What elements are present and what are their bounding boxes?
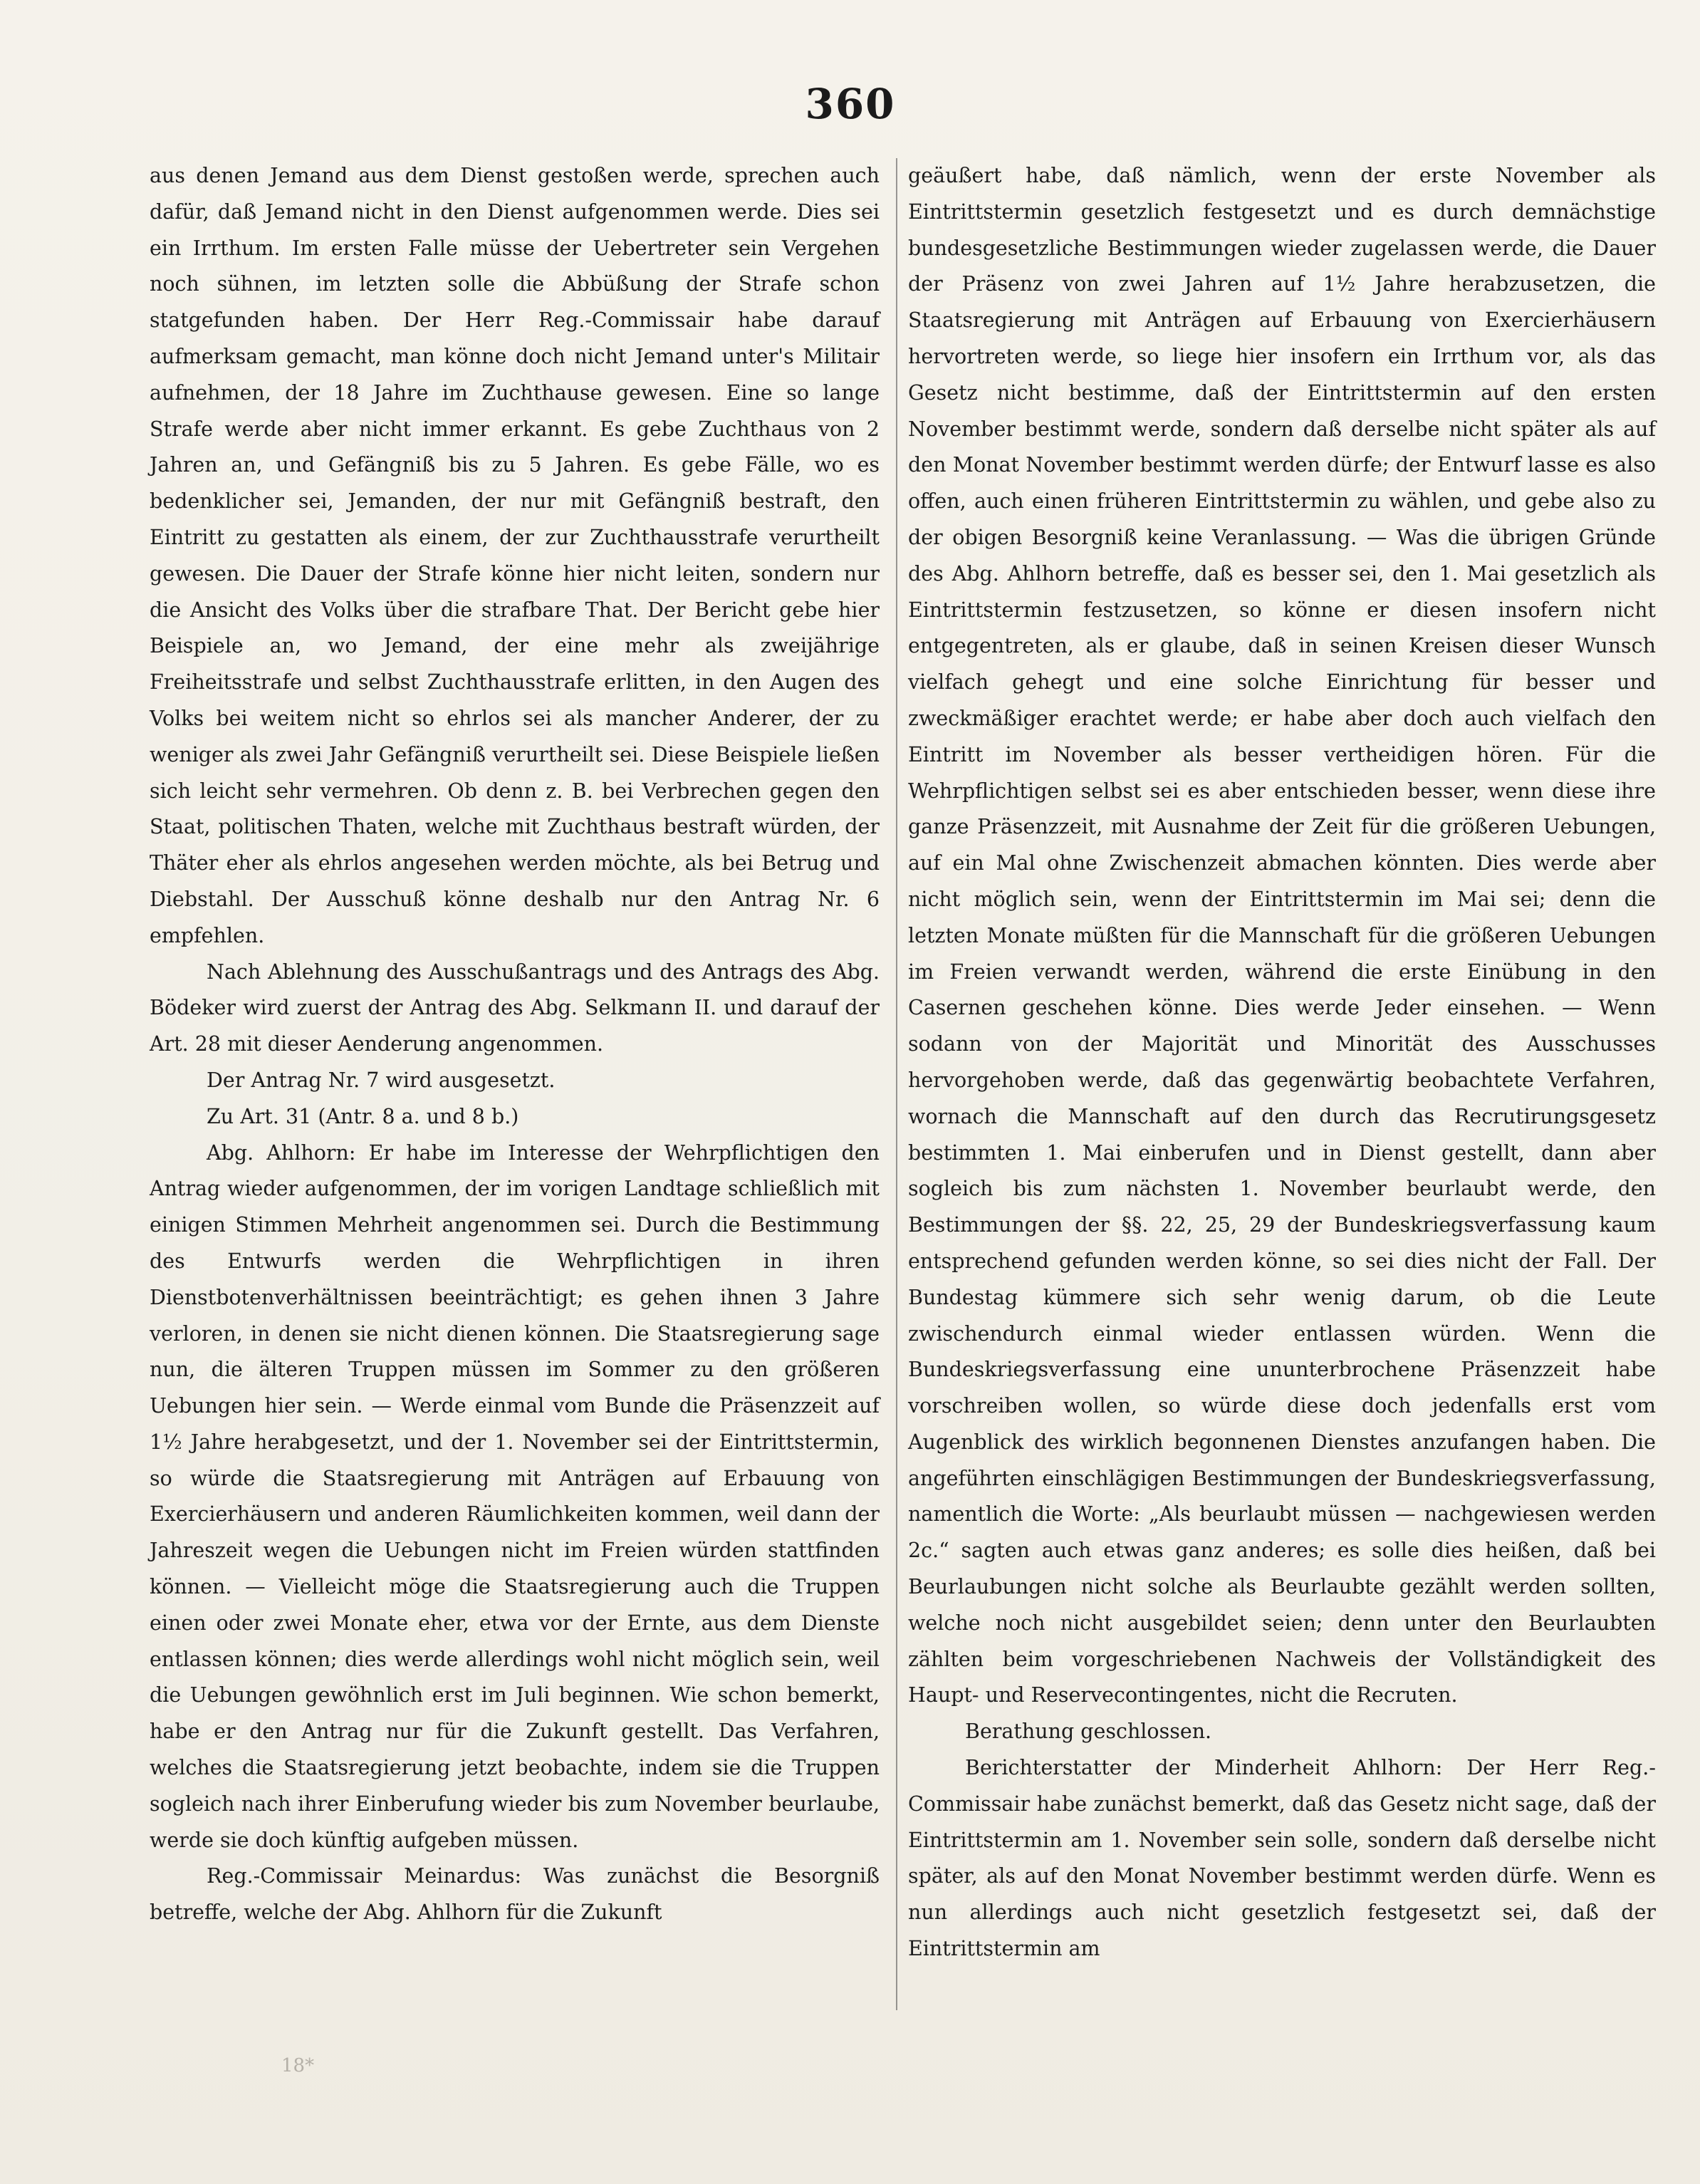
paragraph: Berichterstatter der Minderheit Ahlhorn: Der Herr Reg.-Commissair habe zunächst bemerkt, daß das Gesetz nicht sage, daß der Eintrittstermin am 1. November sein solle, sondern daß derselbe nicht später, als auf den Monat November bestimmt werden dürfe. Wenn es nun allerdings auch nicht gesetzlich festgesetzt sei, daß der Eintrittstermin am bbox=[908, 1756, 1656, 1961]
right-column bbox=[908, 158, 1656, 1967]
column-divider bbox=[896, 158, 897, 2010]
page-number: 360 bbox=[805, 80, 896, 128]
paragraph: Abg. Ahlhorn: Er habe im Interesse der Wehrpflichtigen den Antrag wieder aufgenommen, der im vorigen Landtage schließlich mit einigen Stimmen Mehrheit angenommen sei. Durch die Bestimmung des Entwurfs werden die Wehrpflichtigen in ihren Dienstbotenverhältnissen beeinträchtigt; es gehen ihnen 3 Jahre verloren, in denen sie nicht dienen können. Die Staatsregierung sage nun, die älteren Truppen müssen im Sommer zu den größeren Uebungen hier sein. — Werde einmal vom Bunde die Präsenzzeit auf 1½ Jahre herabgesetzt, und der 1. November sei der Eintrittstermin, so würde die Staatsregierung mit Anträgen auf Erbauung von Exercierhäusern und anderen Räumlichkeiten kommen, weil dann der Jahreszeit wegen die Uebungen nicht im Freien würden stattfinden können. — Vielleicht möge die Staatsregierung auch die Truppen einen oder zwei Monate eher, etwa vor der Ernte, aus dem Dienste entlassen können; dies werde allerdings wohl nicht möglich sein, weil die Uebungen gewöhnlich erst im Juli beginnen. Wie schon bemerkt, habe er den Antrag nur für die Zukunft gestellt. Das Verfahren, welches die Staatsregierung jetzt beobachte, indem sie die Truppen sogleich nach ihrer Einberufung wieder bis zum November beurlaube, werde sie doch künftig aufgeben müssen. bbox=[150, 1140, 880, 1852]
paragraph: aus denen Jemand aus dem Dienst gestoßen werde, sprechen auch dafür, daß Jemand nicht in den Dienst aufgenommen werde. Dies sei ein Irrthum. Im ersten Falle müsse der Uebertreter sein Vergehen noch sühnen, im letzten solle die Abbüßung der Strafe schon statgefunden haben. Der Herr Reg.-Commissair habe darauf aufmerksam gemacht, man könne doch nicht Jemand unter's Militair aufnehmen, der 18 Jahre im Zuchthause gewesen. Eine so lange Strafe werde aber nicht immer erkannt. Es gebe Zuchthaus von 2 Jahren an, und Gefängniß bis zu 5 Jahren. Es gebe Fälle, wo es bedenklicher sei, Jemanden, der nur mit Gefängniß bestraft, den Eintritt zu gestatten als einem, der zur Zuchthausstrafe verurtheilt gewesen. Die Dauer der Strafe könne hier nicht leiten, sondern nur die Ansicht des Volks über die strafbare That. Der Bericht gebe hier Beispiele an, wo Jemand, der eine mehr als zweijährige Freiheitsstrafe und selbst Zuchthausstrafe erlitten, in den Augen des Volks bei weitem nicht so ehrlos sei als mancher Anderer, der zu weniger als zwei Jahr Gefängniß verurtheilt sei. Diese Beispiele ließen sich leicht sehr vermehren. Ob denn z. B. bei Verbrechen gegen den Staat, politischen Thaten, welche mit Zuchthaus bestraft würden, der Thäter eher als ehrlos angesehen werden möchte, als bei Betrug und Diebstahl. Der Ausschuß könne deshalb nur den Antrag Nr. 6 empfehlen. bbox=[150, 164, 880, 947]
paragraph: Reg.-Commissair Meinardus: Was zunächst die Besorgniß betreffe, welche der Abg. Ahlhorn für die Zukunft bbox=[150, 1864, 880, 1925]
paragraph: Zu Art. 31 (Antr. 8 a. und 8 b.) bbox=[207, 1104, 519, 1128]
paragraph: Berathung geschlossen. bbox=[965, 1720, 1212, 1744]
paragraph: Nach Ablehnung des Ausschußantrags und des Antrags des Abg. Bödeker wird zuerst der Antrag des Abg. Selkmann II. und darauf der Art. 28 mit dieser Aenderung angenommen. bbox=[150, 960, 880, 1056]
paragraph: Der Antrag Nr. 7 wird ausgesetzt. bbox=[207, 1068, 556, 1092]
left-column bbox=[150, 158, 880, 1931]
paragraph: geäußert habe, daß nämlich, wenn der erste November als Eintrittstermin gesetzlich festgesetzt und es durch demnächstige bundesgesetzliche Bestimmungen wieder zugelassen werde, die Dauer der Präsenz von zwei Jahren auf 1½ Jahre herabzusetzen, die Staatsregierung mit Anträgen auf Erbauung von Exercierhäusern hervortreten werde, so liege hier insofern ein Irrthum vor, als das Gesetz nicht bestimme, daß der Eintrittstermin auf den ersten November bestimmt werde, sondern daß derselbe nicht später als auf den Monat November bestimmt werden dürfe; der Entwurf lasse es also offen, auch einen früheren Eintrittstermin zu wählen, und gebe also zu der obigen Besorgniß keine Veranlassung. — Was die übrigen Gründe des Abg. Ahlhorn betreffe, daß es besser sei, den 1. Mai gesetzlich als Eintrittstermin festzusetzen, so könne er diesen insofern nicht entgegentreten, als er glaube, daß in seinen Kreisen dieser Wunsch vielfach gehegt und eine solche Einrichtung für besser und zweckmäßiger erachtet werde; er habe aber doch auch vielfach den Eintritt im November als besser vertheidigen hören. Für die Wehrpflichtigen selbst sei es aber entschieden besser, wenn diese ihre ganze Präsenzzeit, mit Ausnahme der Zeit für die größeren Uebungen, auf ein Mal ohne Zwischenzeit abmachen könnten. Dies werde aber nicht möglich sein, wenn der Eintrittstermin im Mai sei; denn die letzten Monate müßten für die Mannschaft für die größeren Uebungen im Freien verwandt werden, während die erste Einübung in den Casernen geschehen könne. Dies werde Jeder einsehen. — Wenn sodann von der Majorität und Minorität des Ausschusses hervorgehoben werde, daß das gegenwärtig beobachtete Verfahren, wornach die Mannschaft auf den durch das Recrutirungsgesetz bestimmten 1. Mai einberufen und in Dienst gestellt, dann aber sogleich bis zum nächsten 1. November beurlaubt werde, den Bestimmungen der §§. 22, 25, 29 der Bundeskriegsverfassung kaum entsprechend gefunden werden könne, so sei dies nicht der Fall. Der Bundestag kümmere sich sehr wenig darum, ob die Leute zwischendurch einmal wieder entlassen würden. Wenn die Bundeskriegsverfassung eine ununterbrochene Präsenzzeit habe vorschreiben wollen, so würde diese doch jedenfalls erst vom Augenblick des wirklich begonnenen Dienstes anzufangen haben. Die angeführten einschlägigen Bestimmungen der Bundeskriegsverfassung, namentlich die Worte: „Als beurlaubt müssen — nachgewiesen werden 2c.“ sagten auch etwas ganz anderes; es solle dies heißen, daß bei Beurlaubungen nicht solche als Beurlaubte gezählt werden sollten, welche noch nicht ausgebildet seien; denn unter den Beurlaubten zählten beim vorgeschriebenen Nachweis der Vollständigkeit des Haupt- und Reservecontingentes, nicht die Recruten. bbox=[908, 164, 1656, 1707]
signature-mark: 18* bbox=[281, 2055, 315, 2076]
